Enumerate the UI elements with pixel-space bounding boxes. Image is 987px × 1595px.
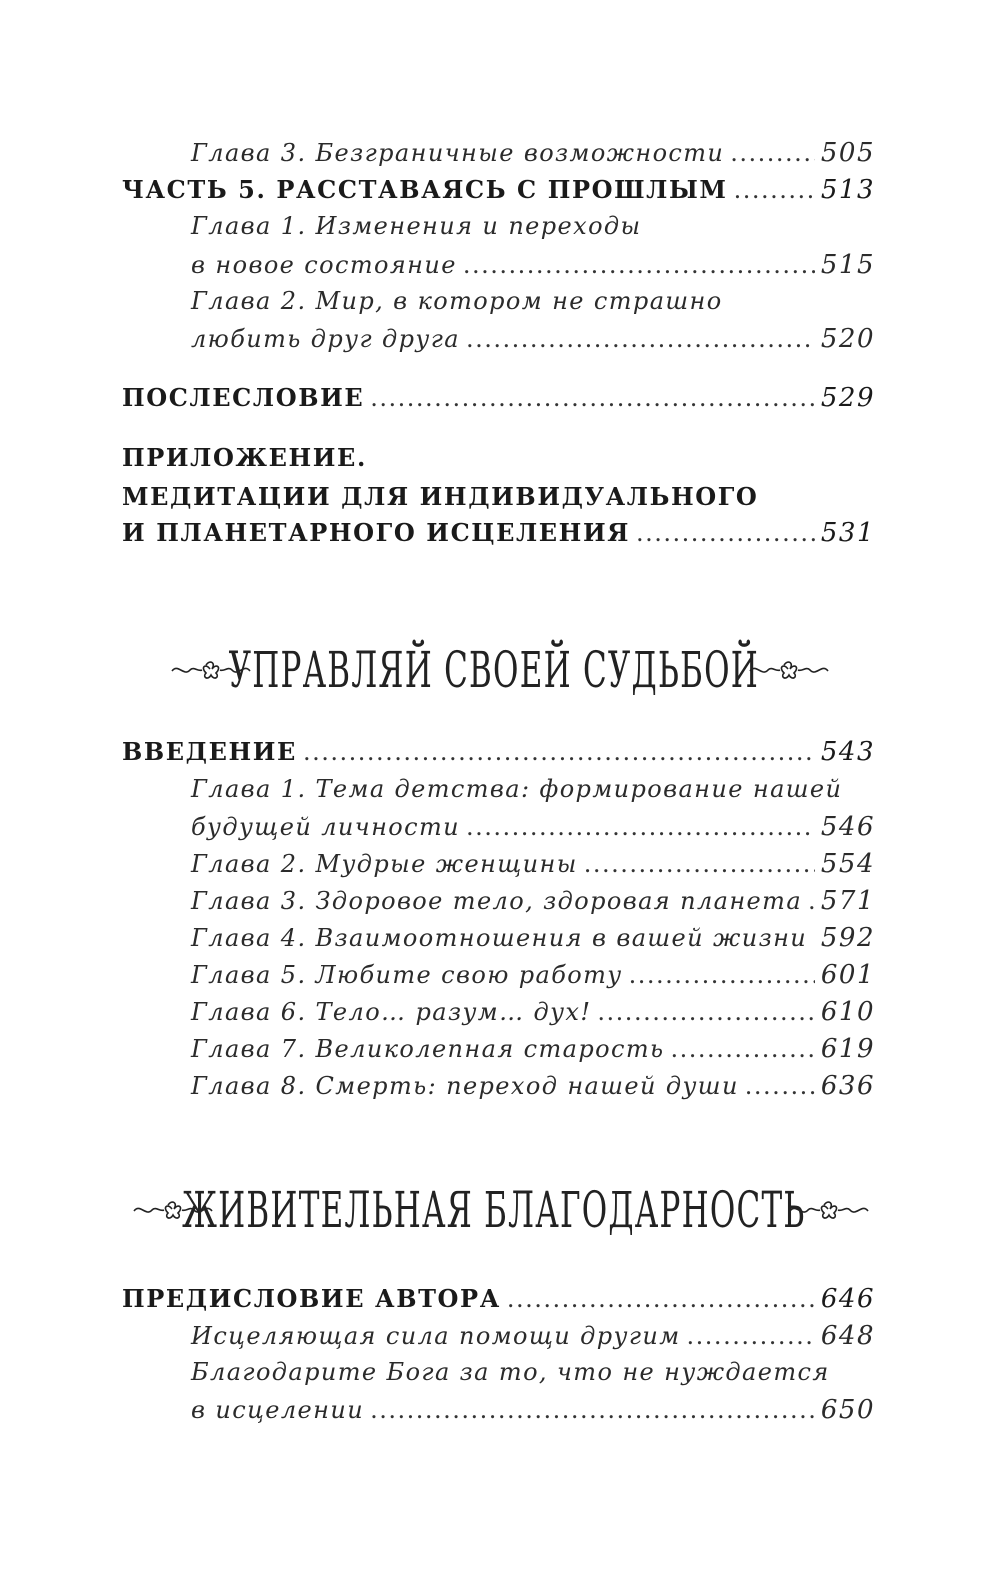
entry-page: 513 bbox=[820, 175, 875, 205]
entry-page: 571 bbox=[820, 886, 875, 916]
entry-title: ВВЕДЕНИЕ bbox=[122, 737, 297, 766]
entry-page: 646 bbox=[820, 1284, 875, 1314]
entry-page: 650 bbox=[820, 1395, 875, 1425]
entry-title: в новое состояние bbox=[191, 251, 457, 279]
leader-dots bbox=[466, 325, 815, 353]
entry-page: 619 bbox=[820, 1034, 875, 1064]
entry-page: 515 bbox=[820, 250, 875, 280]
leader-dots bbox=[597, 998, 814, 1026]
entry-page: 529 bbox=[820, 383, 875, 413]
toc-entry-s2ch5[interactable] bbox=[191, 960, 875, 990]
entry-page: 601 bbox=[820, 960, 875, 990]
entry-page: 610 bbox=[820, 997, 875, 1027]
toc-entry-appendix-line1: ПРИЛОЖЕНИЕ. bbox=[122, 443, 367, 472]
entry-page: 592 bbox=[820, 923, 875, 953]
toc-entry-afterword[interactable] bbox=[122, 383, 875, 413]
section-heading-gratitude bbox=[0, 1170, 987, 1250]
entry-page: 543 bbox=[820, 737, 875, 767]
entry-title: Глава 3. Безграничные возможности bbox=[191, 139, 725, 167]
toc-entry-appendix-line2: МЕДИТАЦИИ ДЛЯ ИНДИВИДУАЛЬНОГО bbox=[122, 482, 759, 511]
leader-dots bbox=[507, 1285, 815, 1313]
toc-entry-appendix[interactable] bbox=[122, 518, 875, 548]
leader-dots bbox=[730, 139, 815, 167]
entry-title: ЧАСТЬ 5. РАССТАВАЯСЬ С ПРОШЛЫМ bbox=[122, 175, 728, 204]
toc-entry-p5ch1[interactable] bbox=[191, 250, 875, 280]
entry-page: 648 bbox=[820, 1321, 875, 1351]
entry-title: в исцелении bbox=[191, 1396, 365, 1424]
toc-entry-s2ch1-line1: Глава 1. Тема детства: формирование нашей bbox=[191, 775, 843, 803]
entry-page: 636 bbox=[820, 1071, 875, 1101]
leader-dots bbox=[463, 251, 815, 279]
leader-dots bbox=[370, 1396, 815, 1424]
leader-dots bbox=[629, 961, 815, 989]
leader-dots bbox=[813, 924, 815, 952]
toc-entry-thank[interactable] bbox=[191, 1395, 875, 1425]
leader-dots bbox=[687, 1322, 815, 1350]
entry-page: 546 bbox=[820, 812, 875, 842]
toc-entry-healing[interactable] bbox=[191, 1321, 875, 1351]
entry-title: Глава 6. Тело… разум… дух! bbox=[191, 998, 592, 1026]
entry-page: 554 bbox=[820, 849, 875, 879]
entry-title: Глава 5. Любите свою работу bbox=[191, 961, 623, 989]
toc-entry-s2ch6[interactable] bbox=[191, 997, 875, 1027]
section-title: УПРАВЛЯЙ СВОЕЙ СУДЬБОЙ bbox=[228, 641, 759, 699]
toc-entry-thank-line1: Благодарите Бога за то, что не нуждается bbox=[191, 1358, 830, 1386]
toc-entry-s2ch2[interactable] bbox=[191, 849, 875, 879]
entry-title: любить друг друга bbox=[191, 325, 460, 353]
toc-entry-part5[interactable] bbox=[122, 175, 875, 205]
leader-dots bbox=[745, 1072, 815, 1100]
leader-dots bbox=[636, 519, 815, 547]
entry-page: 531 bbox=[820, 518, 875, 548]
leader-dots bbox=[808, 887, 815, 915]
toc-entry-s2ch4[interactable] bbox=[191, 923, 875, 953]
leader-dots bbox=[466, 813, 815, 841]
entry-title: Глава 3. Здоровое тело, здоровая планета bbox=[191, 887, 803, 915]
leader-dots bbox=[303, 738, 815, 766]
toc-entry-s2ch7[interactable] bbox=[191, 1034, 875, 1064]
entry-title: Глава 2. Мудрые женщины bbox=[191, 850, 578, 878]
entry-title: будущей личности bbox=[191, 813, 460, 841]
toc-entry-s2ch3[interactable] bbox=[191, 886, 875, 916]
leader-dots bbox=[370, 384, 815, 412]
entry-title: Глава 4. Взаимоотношения в вашей жизни bbox=[191, 924, 808, 952]
toc-entry-s2ch1[interactable] bbox=[191, 812, 875, 842]
entry-title: ПРЕДИСЛОВИЕ АВТОРА bbox=[122, 1284, 501, 1313]
entry-page: 520 bbox=[820, 324, 875, 354]
floral-flourish-icon bbox=[748, 657, 830, 683]
toc-entry-preface[interactable] bbox=[122, 1284, 875, 1314]
toc-entry-intro[interactable] bbox=[122, 737, 875, 767]
entry-title: ПОСЛЕСЛОВИЕ bbox=[122, 383, 365, 412]
section-heading-manage-destiny bbox=[0, 630, 987, 710]
leader-dots bbox=[734, 176, 815, 204]
floral-flourish-icon bbox=[788, 1197, 870, 1223]
entry-title: Глава 8. Смерть: переход нашей души bbox=[191, 1072, 739, 1100]
leader-dots bbox=[584, 850, 815, 878]
section-title: ЖИВИТЕЛЬНАЯ БЛАГОДАРНОСТЬ bbox=[181, 1181, 806, 1239]
toc-entry-s2ch8[interactable] bbox=[191, 1071, 875, 1101]
entry-title: И ПЛАНЕТАРНОГО ИСЦЕЛЕНИЯ bbox=[122, 518, 630, 547]
toc-entry-ch3[interactable] bbox=[191, 138, 875, 168]
leader-dots bbox=[670, 1035, 814, 1063]
entry-title: Исцеляющая сила помощи другим bbox=[191, 1322, 681, 1350]
toc-entry-p5ch2[interactable] bbox=[191, 324, 875, 354]
toc-entry-p5ch2-line1: Глава 2. Мир, в котором не страшно bbox=[191, 287, 723, 315]
toc-entry-p5ch1-line1: Глава 1. Изменения и переходы bbox=[191, 212, 642, 240]
entry-title: Глава 7. Великолепная старость bbox=[191, 1035, 665, 1063]
entry-page: 505 bbox=[820, 138, 875, 168]
